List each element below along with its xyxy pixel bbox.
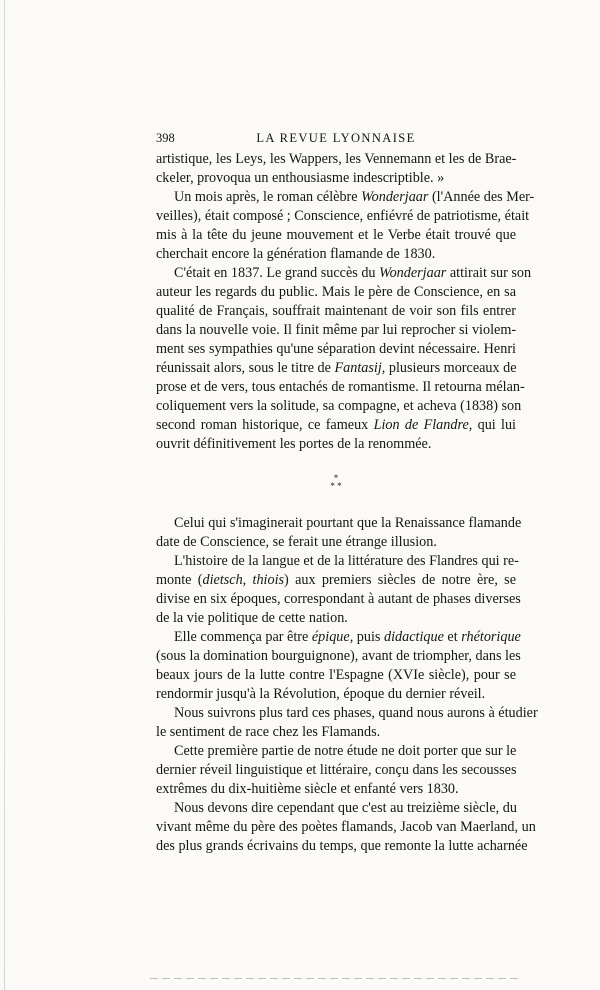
- journal-title: LA REVUE LYONNAISE: [256, 131, 416, 145]
- text-line: (sous la domination bourguignone), avant de triompher, dans les: [156, 648, 521, 664]
- text-span: attirait sur son: [446, 265, 532, 281]
- text-span: C'était en 1837. Le grand succès du: [174, 265, 380, 281]
- book-title: Lion de Flandre: [373, 417, 469, 433]
- paragraph-treizieme: [156, 799, 536, 856]
- text-line: Celui qui s'imaginerait pourtant que la Renaissance flamande: [174, 515, 522, 531]
- text-line: Nous devons dire cependant que c'est au treizième siècle, du: [174, 800, 517, 816]
- asterism-bottom: * *: [330, 481, 342, 491]
- paragraph-1837: [156, 264, 532, 454]
- term: rhétorique: [461, 629, 521, 645]
- text-line: qualité de Français, souffrait maintenant de voir son fils entrer: [156, 303, 516, 319]
- text-line: [156, 416, 516, 435]
- text-line: dans la nouvelle voie. Il finit même par lui reprocher si violem-: [156, 322, 517, 338]
- text-line: prose et de vers, tous entachés de romantisme. Il retourna mélan-: [156, 379, 525, 395]
- section-divider: [156, 454, 516, 514]
- text-line: artistique, les Leys, les Wappers, les Vennemann et les de Brae-: [156, 151, 517, 167]
- text-span: ) aux premiers siècles de notre ère, se: [284, 572, 516, 588]
- term: didactique: [383, 629, 444, 645]
- text-span: Elle commença par être: [174, 629, 312, 645]
- text-line: date de Conscience, se ferait une étrange illusion.: [156, 534, 437, 550]
- text-span: Un mois après, le roman célèbre: [174, 189, 362, 205]
- text-line: veilles), était composé ; Conscience, enfiévré de patriotisme, était: [156, 208, 530, 224]
- text-line: divise en six époques, correspondant à autant de phases diverses: [156, 591, 521, 607]
- text-span: monte (: [156, 572, 203, 588]
- book-title: Fantasij,: [334, 360, 386, 376]
- page-number: 398: [156, 131, 175, 145]
- paragraph-epoques: [156, 628, 521, 704]
- text-line: coliquement vers la solitude, sa compagne, et acheva (1838) son: [156, 398, 522, 414]
- book-title: Wonderjaar: [361, 189, 429, 205]
- text-line: Cette première partie de notre étude ne doit porter que sur le: [174, 743, 517, 759]
- text-span: et: [443, 629, 462, 645]
- text-line: Nous suivrons plus tard ces phases, quand nous aurons à étudier: [174, 705, 538, 721]
- text-line: [156, 628, 521, 647]
- text-line: auteur les regards du public. Mais le père de Conscience, en sa: [156, 284, 516, 300]
- scan-edge: [4, 0, 5, 990]
- text-line: le sentiment de race chez les Flamands.: [156, 724, 381, 740]
- text-line: extrêmes du dix-huitième siècle et enfanté vers 1830.: [156, 781, 459, 797]
- text-span: (l'Année des Mer-: [428, 189, 535, 205]
- paragraph-quote-end: [156, 150, 516, 188]
- text-line: mis à la tête du jeune mouvement et le Verbe était trouvé que: [156, 227, 516, 243]
- text-line: beaux jours de la lutte contre l'Espagne (XVIe siècle), pour se: [156, 667, 516, 683]
- text-line: rendormir jusqu'à la Révolution, époque du dernier réveil.: [156, 686, 486, 702]
- text-span: réunissait alors, sous le titre de: [156, 360, 335, 376]
- text-line: dernier réveil linguistique et littéraire, conçu dans les secousses: [156, 762, 517, 778]
- text-line: de la vie politique de cette nation.: [156, 610, 348, 626]
- asterism-top: *: [333, 473, 339, 483]
- paragraph-wonderjaar: [156, 188, 535, 264]
- text-span: , puis: [349, 629, 384, 645]
- text-line: des plus grands écrivains du temps, que remonte la lutte acharnée: [156, 838, 528, 854]
- paragraph-histoire: [156, 552, 521, 628]
- book-page: [156, 128, 538, 856]
- page-bottom-rule: [150, 978, 520, 979]
- paragraph-phases: [156, 704, 538, 742]
- text-line: L'histoire de la langue et de la littérature des Flandres qui re-: [174, 553, 519, 569]
- text-line: [156, 188, 535, 207]
- text-line: [156, 359, 516, 378]
- book-title: Wonderjaar: [379, 265, 447, 281]
- asterism: [156, 474, 516, 490]
- term: dietsch, thiois: [202, 572, 285, 588]
- text-line: ckeler, provoqua un enthousiasme indescriptible. »: [156, 170, 445, 186]
- text-line: [156, 264, 532, 283]
- term: épique: [311, 629, 350, 645]
- text-line: ouvrit définitivement les portes de la renommée.: [156, 436, 432, 452]
- text-line: ment ses sympathies qu'une séparation devint nécessaire. Henri: [156, 341, 516, 357]
- paragraph-renaissance: [156, 514, 522, 552]
- text-span: plusieurs morceaux de: [385, 360, 517, 376]
- text-span: , qui lui: [468, 417, 516, 433]
- running-head: [156, 128, 516, 150]
- text-line: vivant même du père des poètes flamands, Jacob van Maerland, un: [156, 819, 536, 835]
- text-line: [156, 571, 516, 590]
- paragraph-premiere-partie: [156, 742, 516, 799]
- text-span: second roman historique, ce fameux: [156, 417, 374, 433]
- text-line: cherchait encore la génération flamande de 1830.: [156, 246, 436, 262]
